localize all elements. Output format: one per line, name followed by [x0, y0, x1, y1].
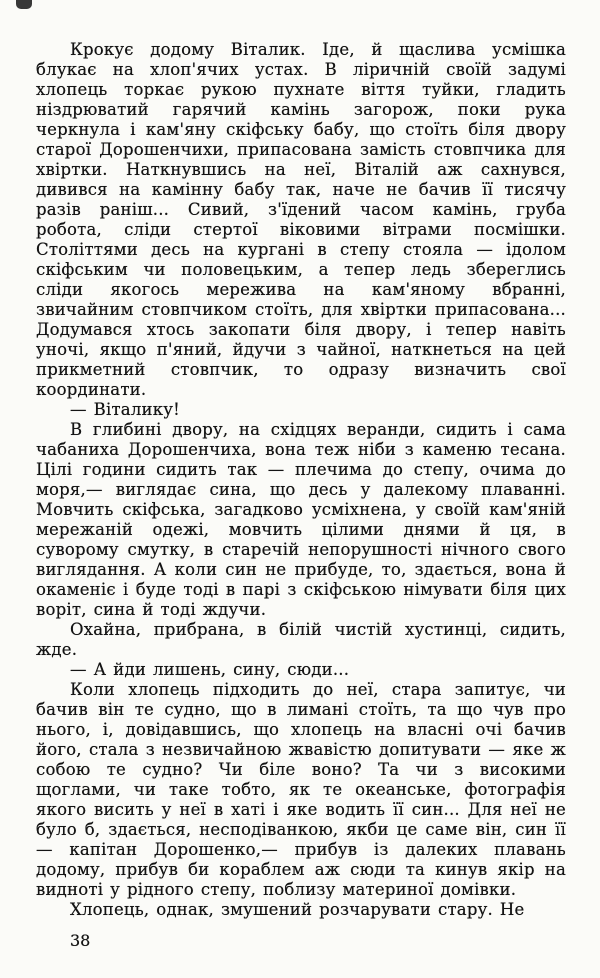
page-number: 38 [70, 931, 91, 950]
paragraph: В глибині двору, на східцях веранди, сидить і сама чабаниха Дорошенчиха, вона теж ніби з каменю тесана. Цілі години сидить так — плечима до степу, очима до моря,— виглядає сина, що десь у далекому плаванні. Мовчить скіфська, загадково усміхнена, у своїй кам'яній мережаній одежі, мовчить цілими днями й ця, в суворому смутку, в старечій непорушності нічного свого виглядання. А коли син не прибуде, то, здається, вона й окаменіє і буде тоді в парі з скіфською німувати біля цих воріт, сина й тоді ждучи. [36, 420, 566, 619]
paragraph-dialogue: — Віталику! [70, 400, 180, 419]
paragraph: Охайна, прибрана, в білій чистій хустинці, сидить, жде. [36, 620, 566, 659]
paragraph: Крокує додому Віталик. Іде, й щаслива усмішка блукає на хлоп'ячих устах. В ліричній своїй задумі хлопець торкає рукою пухнате віття туйки, гладить ніздрюватий гарячий камінь загорож, поки рука черкнула і кам'яну скіфську бабу, що стоїть біля двору старої Дорошенчихи, припасована замість стовпчика для хвіртки. Наткнувшись на неї, Віталій аж сахнувся, дивився на камінну бабу так, наче не бачив її тисячу разів раніш... Сивий, з'їдений часом камінь, груба робота, сліди стертої віковими вітрами посмішки. Століттями десь на кургані в степу стояла — ідолом скіфським чи половецьким, а тепер ледь збереглись сліди якогось мережива на кам'яному вбранні, звичайним стовпчиком стоїть, для хвіртки припасована... Додумався хтось закопати біля двору, і тепер навіть уночі, якщо п'яний, йдучи з чайної, наткнеться на цей прикметний стовпчик, то одразу визначить свої координати. [36, 40, 566, 399]
paragraph: Хлопець, однак, змушений розчарувати стару. Не [70, 900, 525, 919]
paragraph: Коли хлопець підходить до неї, стара запитує, чи бачив він те судно, що в лимані стоїть, та що чув про нього, і, довідавшись, що хлопець на власні очі бачив його, стала з незвичайною жвавістю допитувати — яке ж собою те судно? Чи біле воно? Та чи з високими щоглами, чи таке тобто, як те океанське, фотографія якого висить у неї в хаті і яке водить її син... Для неї не було б, здається, несподіванкою, якби це саме він, син її — капітан Дорошенко,— прибув із далеких плавань додому, прибув би кораблем аж сюди та кинув якір на видноті у рідного степу, поблизу материної домівки. [36, 680, 566, 899]
paragraph-dialogue: — А йди лишень, сину, сюди... [70, 660, 350, 679]
